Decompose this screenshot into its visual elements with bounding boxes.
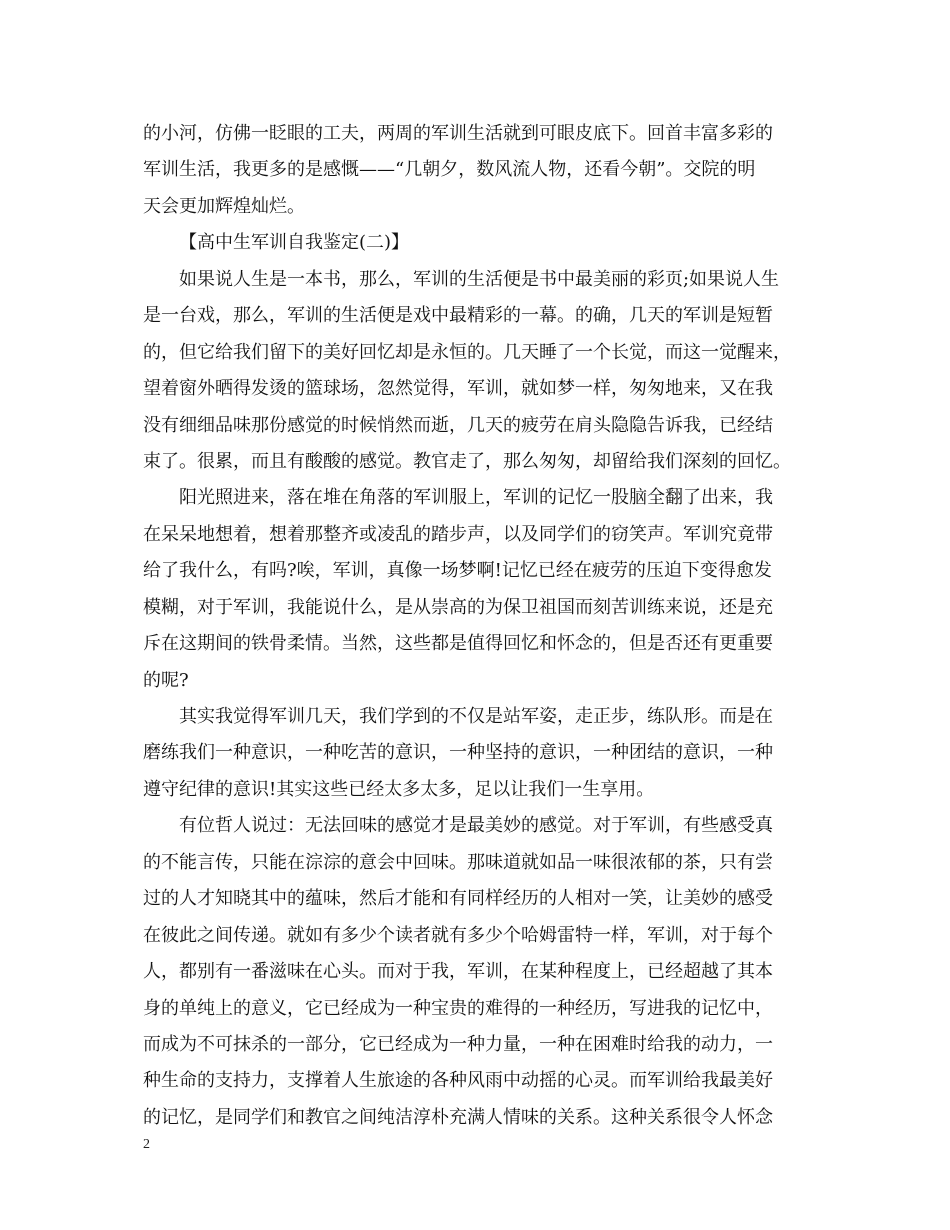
text-line: 的不能言传，只能在淙淙的意会中回味。那味道就如品一味很浓郁的茶，只有尝	[143, 851, 773, 873]
text-line: 的呢?	[143, 669, 189, 691]
text-line: 军训生活，我更多的是感慨——“几朝夕，数风流人物，还看今朝”。交院的明	[143, 159, 756, 181]
text-line: 种生命的支持力，支撑着人生旅途的各种风雨中动摇的心灵。而军训给我最美好	[143, 1070, 773, 1092]
text-line: 的记忆，是同学们和教官之间纯洁淳朴充满人情味的关系。这种关系很令人怀念	[143, 1106, 773, 1128]
text-line: 人，都别有一番滋味在心头。而对于我，军训，在某种程度上，已经超越了其本	[143, 961, 773, 983]
text-line: 有位哲人说过：无法回味的感觉才是最美妙的感觉。对于军训，有些感受真	[179, 815, 773, 837]
text-line: 身的单纯上的意义，它已经成为一种宝贵的难得的一种经历，写进我的记忆中，	[143, 997, 773, 1019]
text-line: 斥在这期间的铁骨柔情。当然，这些都是值得回忆和怀念的，但是否还有更重要	[143, 633, 773, 655]
text-line: 如果说人生是一本书，那么，军训的生活便是书中最美丽的彩页;如果说人生	[179, 268, 780, 290]
text-line: 阳光照进来，落在堆在角落的军训服上，军训的记忆一股脑全翻了出来，我	[179, 487, 773, 509]
document-body	[143, 116, 813, 1136]
text-line: 的小河，仿佛一眨眼的工夫，两周的军训生活就到可眼皮底下。回首丰富多彩的	[143, 123, 773, 144]
text-line: 是一台戏，那么，军训的生活便是戏中最精彩的一幕。的确，几天的军训是短暂	[143, 305, 773, 327]
text-line: 在彼此之间传递。就如有多少个读者就有多少个哈姆雷特一样，军训，对于每个	[143, 924, 773, 946]
text-line: 天会更加辉煌灿烂。	[143, 195, 305, 217]
text-line: 在呆呆地想着，想着那整齐或凌乱的踏步声，以及同学们的窃笑声。军训究竟带	[143, 523, 773, 545]
text-line: 磨练我们一种意识，一种吃苦的意识，一种坚持的意识，一种团结的意识，一种	[143, 742, 773, 764]
text-line: 没有细细品味那份感觉的时候悄然而逝，几天的疲劳在肩头隐隐告诉我，已经结	[143, 414, 773, 436]
text-line: 给了我什么，有吗?唉，军训，真像一场梦啊!记忆已经在疲劳的压迫下变得愈发	[143, 560, 772, 582]
text-line: 而成为不可抹杀的一部分，它已经成为一种力量，一种在困难时给我的动力，一	[143, 1033, 773, 1055]
text-line: 望着窗外晒得发烫的篮球场，忽然觉得，军训，就如梦一样，匆匆地来，又在我	[143, 378, 773, 400]
text-line: 遵守纪律的意识!其实这些已经太多太多，足以让我们一生享用。	[143, 778, 655, 800]
text-line: 其实我觉得军训几天，我们学到的不仅是站军姿，走正步，练队形。而是在	[179, 706, 773, 727]
text-line: 的，但它给我们留下的美好回忆却是永恒的。几天睡了一个长觉，而这一觉醒来，	[143, 341, 791, 363]
text-line: 模糊，对于军训，我能说什么，是从崇高的为保卫祖国而刻苦训练来说，还是充	[143, 596, 773, 618]
text-line: 过的人才知晓其中的蕴味，然后才能和有同样经历的人相对一笑，让美妙的感受	[143, 888, 773, 910]
text-line: 束了。很累，而且有酸酸的感觉。教官走了，那么匆匆，却留给我们深刻的回忆。	[143, 450, 791, 472]
section-heading: 【高中生军训自我鉴定(二)】	[179, 232, 410, 254]
page-number: 2	[143, 1137, 150, 1152]
